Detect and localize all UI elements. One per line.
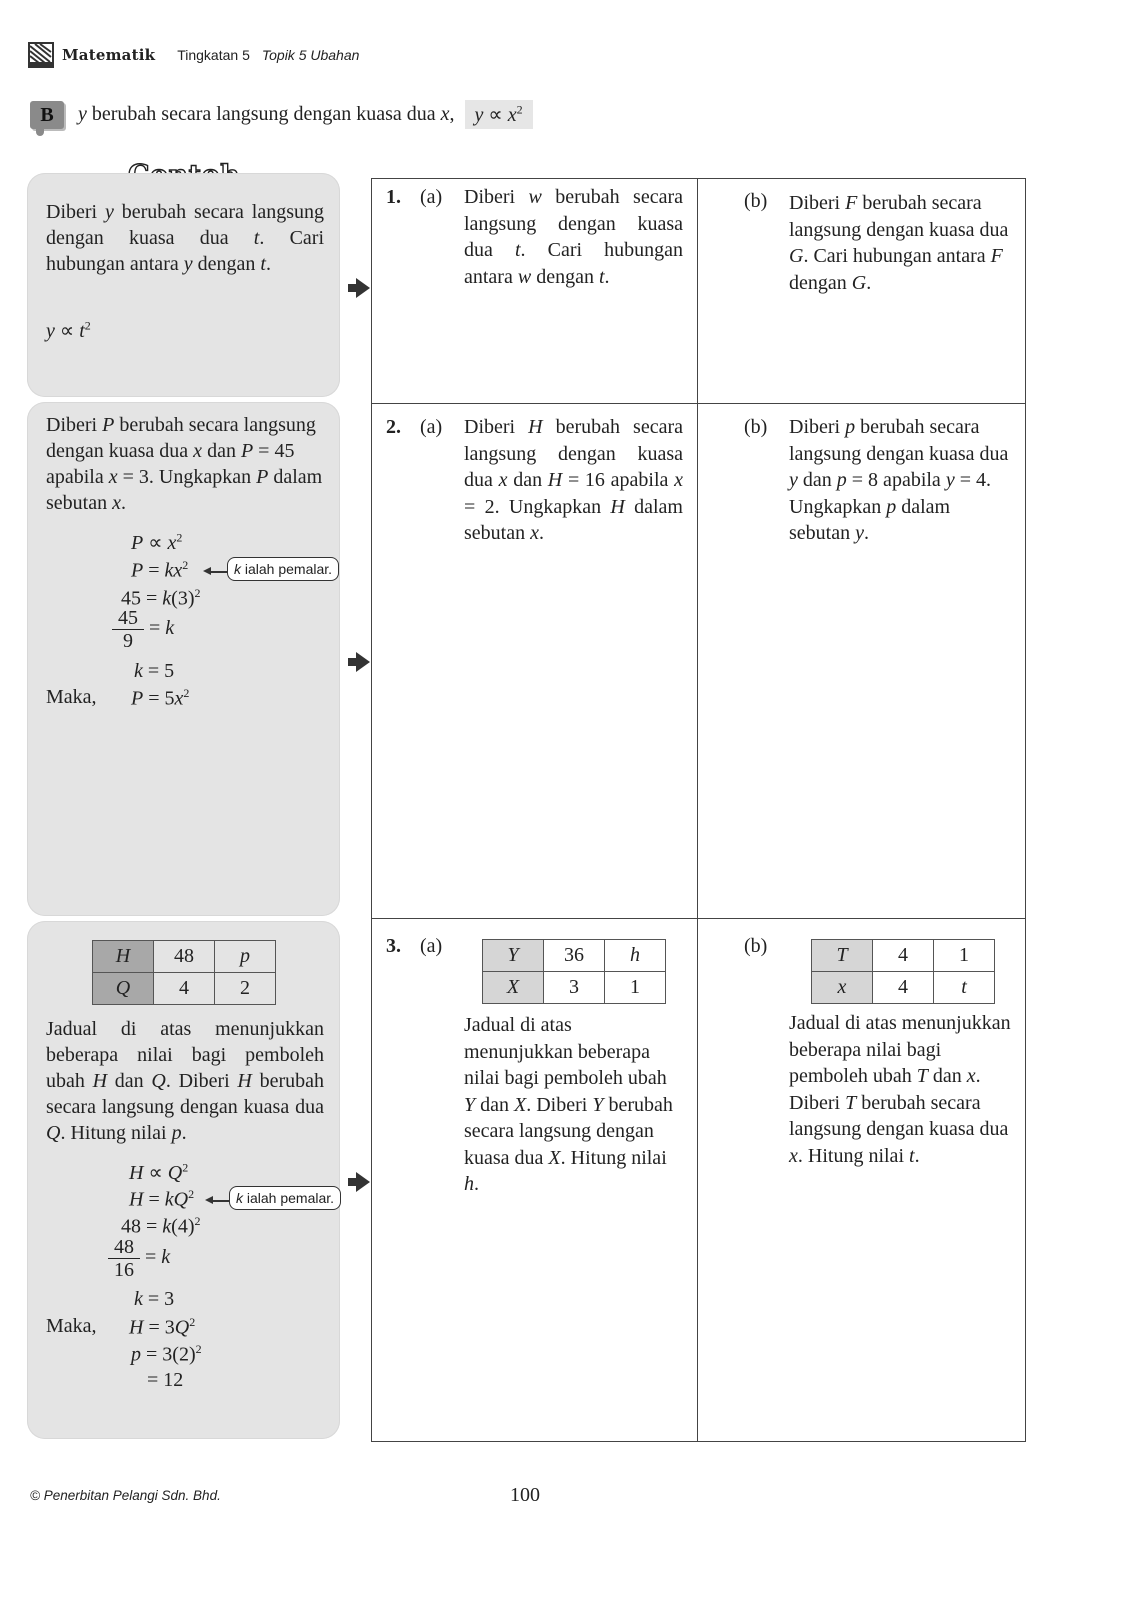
arrow-right-icon <box>356 1172 370 1192</box>
example-1-answer: $y \propto t^2$ <box>46 318 91 342</box>
arrow-right-icon <box>356 652 370 672</box>
example-2-callout: k ialah pemalar. <box>227 557 339 581</box>
grid-divider-row-1 <box>371 403 1026 404</box>
question-2a-label: (a) <box>420 416 443 438</box>
example-1-question: Diberi y berubah secara langsung dengan kuasa dua t. Cari hubungan antara y dengan t. <box>46 201 324 275</box>
question-1-number: 1. <box>386 186 401 208</box>
example-2-step-5: k = 5 <box>134 660 175 682</box>
question-2b-label: (b) <box>744 416 768 438</box>
section-statement: y berubah secara langsung dengan kuasa dua x, <box>78 103 455 125</box>
book-title: Matematik <box>62 46 156 64</box>
question-1b-label: (b) <box>744 190 768 212</box>
example-3-step-8: = 12 <box>147 1369 184 1391</box>
example-2-maka: Maka, <box>46 686 97 708</box>
question-3a-label: (a) <box>420 935 443 957</box>
topic-label: Topik 5 Ubahan <box>261 47 360 63</box>
example-3-step-4: $\frac{48}{16}$ = k <box>108 1236 170 1281</box>
question-2b-text: Diberi p berubah secara langsung dengan kuasa dua y dan p = 8 apabila y = 4. Ungkapkan p dalam sebutan y. <box>789 416 1009 544</box>
publisher-logo <box>28 42 54 68</box>
question-3a-table: Y 36 h X 3 1 <box>482 939 666 1004</box>
question-3b-label: (b) <box>744 935 768 957</box>
example-2-fraction: $\frac{45}{9}$ <box>112 607 144 652</box>
example-2-step-2: $P = kx^2$ <box>131 558 189 582</box>
question-1b-text: Diberi F berubah secara langsung dengan kuasa dua G. Cari hubungan antara F dengan G. <box>789 192 1009 294</box>
example-2-step-4: $\frac{45}{9}$ = k <box>112 607 174 652</box>
grid-divider-vertical <box>697 178 698 1442</box>
example-3-step-2: $H = kQ^2$ <box>129 1187 195 1211</box>
example-3-question: Jadual di atas menunjukkan beberapa nilai bagi pemboleh ubah H dan Q. Diberi H berubah secara langsung dengan kuasa dua Q. Hitung nilai p. <box>46 1018 324 1144</box>
exercise-grid <box>371 178 1026 1442</box>
question-3a-text: Jadual di atas menunjukkan beberapa nilai bagi pemboleh ubah Y dan X. Diberi Y berubah secara langsung dengan kuasa dua X. Hitung nilai h. <box>464 1014 673 1195</box>
example-2-step-1: $P \propto x^2$ <box>131 530 183 554</box>
callout-arrow-1 <box>210 571 228 573</box>
example-3-step-7: $p = 3(2)^2$ <box>131 1342 202 1366</box>
section-formula: $y \propto x^2$ <box>465 100 533 129</box>
example-3-table: H 48 p Q 4 2 <box>92 940 276 1005</box>
section-badge: B <box>30 101 64 129</box>
question-3b-text: Jadual di atas menunjukkan beberapa nilai bagi pemboleh ubah T dan x. Diberi T berubah secara langsung dengan kuasa dua x. Hitung nilai t. <box>789 1012 1011 1167</box>
example-3-step-6: $H = 3Q^2$ <box>129 1315 196 1339</box>
section-heading <box>30 100 533 129</box>
copyright-notice: © Penerbitan Pelangi Sdn. Bhd. <box>30 1488 221 1503</box>
example-3-callout: k ialah pemalar. <box>229 1186 341 1210</box>
example-2-step-3: $45 = k(3)^2$ <box>121 586 201 610</box>
page-number: 100 <box>510 1484 540 1506</box>
question-3b-table: T 4 1 x 4 t <box>811 939 995 1004</box>
question-3-number: 3. <box>386 935 401 957</box>
page-header <box>28 38 359 72</box>
example-3-maka: Maka, <box>46 1315 97 1337</box>
form-level: Tingkatan 5 <box>177 47 250 63</box>
example-3-step-1: $H \propto Q^2$ <box>129 1160 189 1184</box>
callout-arrow-2 <box>212 1200 230 1202</box>
example-3-step-5: k = 3 <box>134 1288 175 1310</box>
question-2-number: 2. <box>386 416 401 438</box>
arrow-right-icon <box>356 278 370 298</box>
question-2a-text: Diberi H berubah secara langsung dengan kuasa dua x dan H = 16 apabila x = 2. Ungkapkan H dalam sebutan x. <box>464 416 683 544</box>
example-3-fraction: $\frac{48}{16}$ <box>108 1236 140 1281</box>
question-1a-text: Diberi w berubah secara langsung dengan kuasa dua t. Cari hubungan antara w dengan t. <box>464 186 684 288</box>
logo-stripes-icon <box>30 44 52 66</box>
question-1a-label: (a) <box>420 186 443 208</box>
example-3-step-3: $48 = k(4)^2$ <box>121 1214 201 1238</box>
grid-divider-row-2 <box>371 918 1026 919</box>
example-2-result: $P = 5x^2$ <box>131 686 190 710</box>
example-2-question: Diberi P berubah secara langsung dengan kuasa dua x dan P = 45 apabila x = 3. Ungkapkan P dalam sebutan x. <box>46 414 323 514</box>
